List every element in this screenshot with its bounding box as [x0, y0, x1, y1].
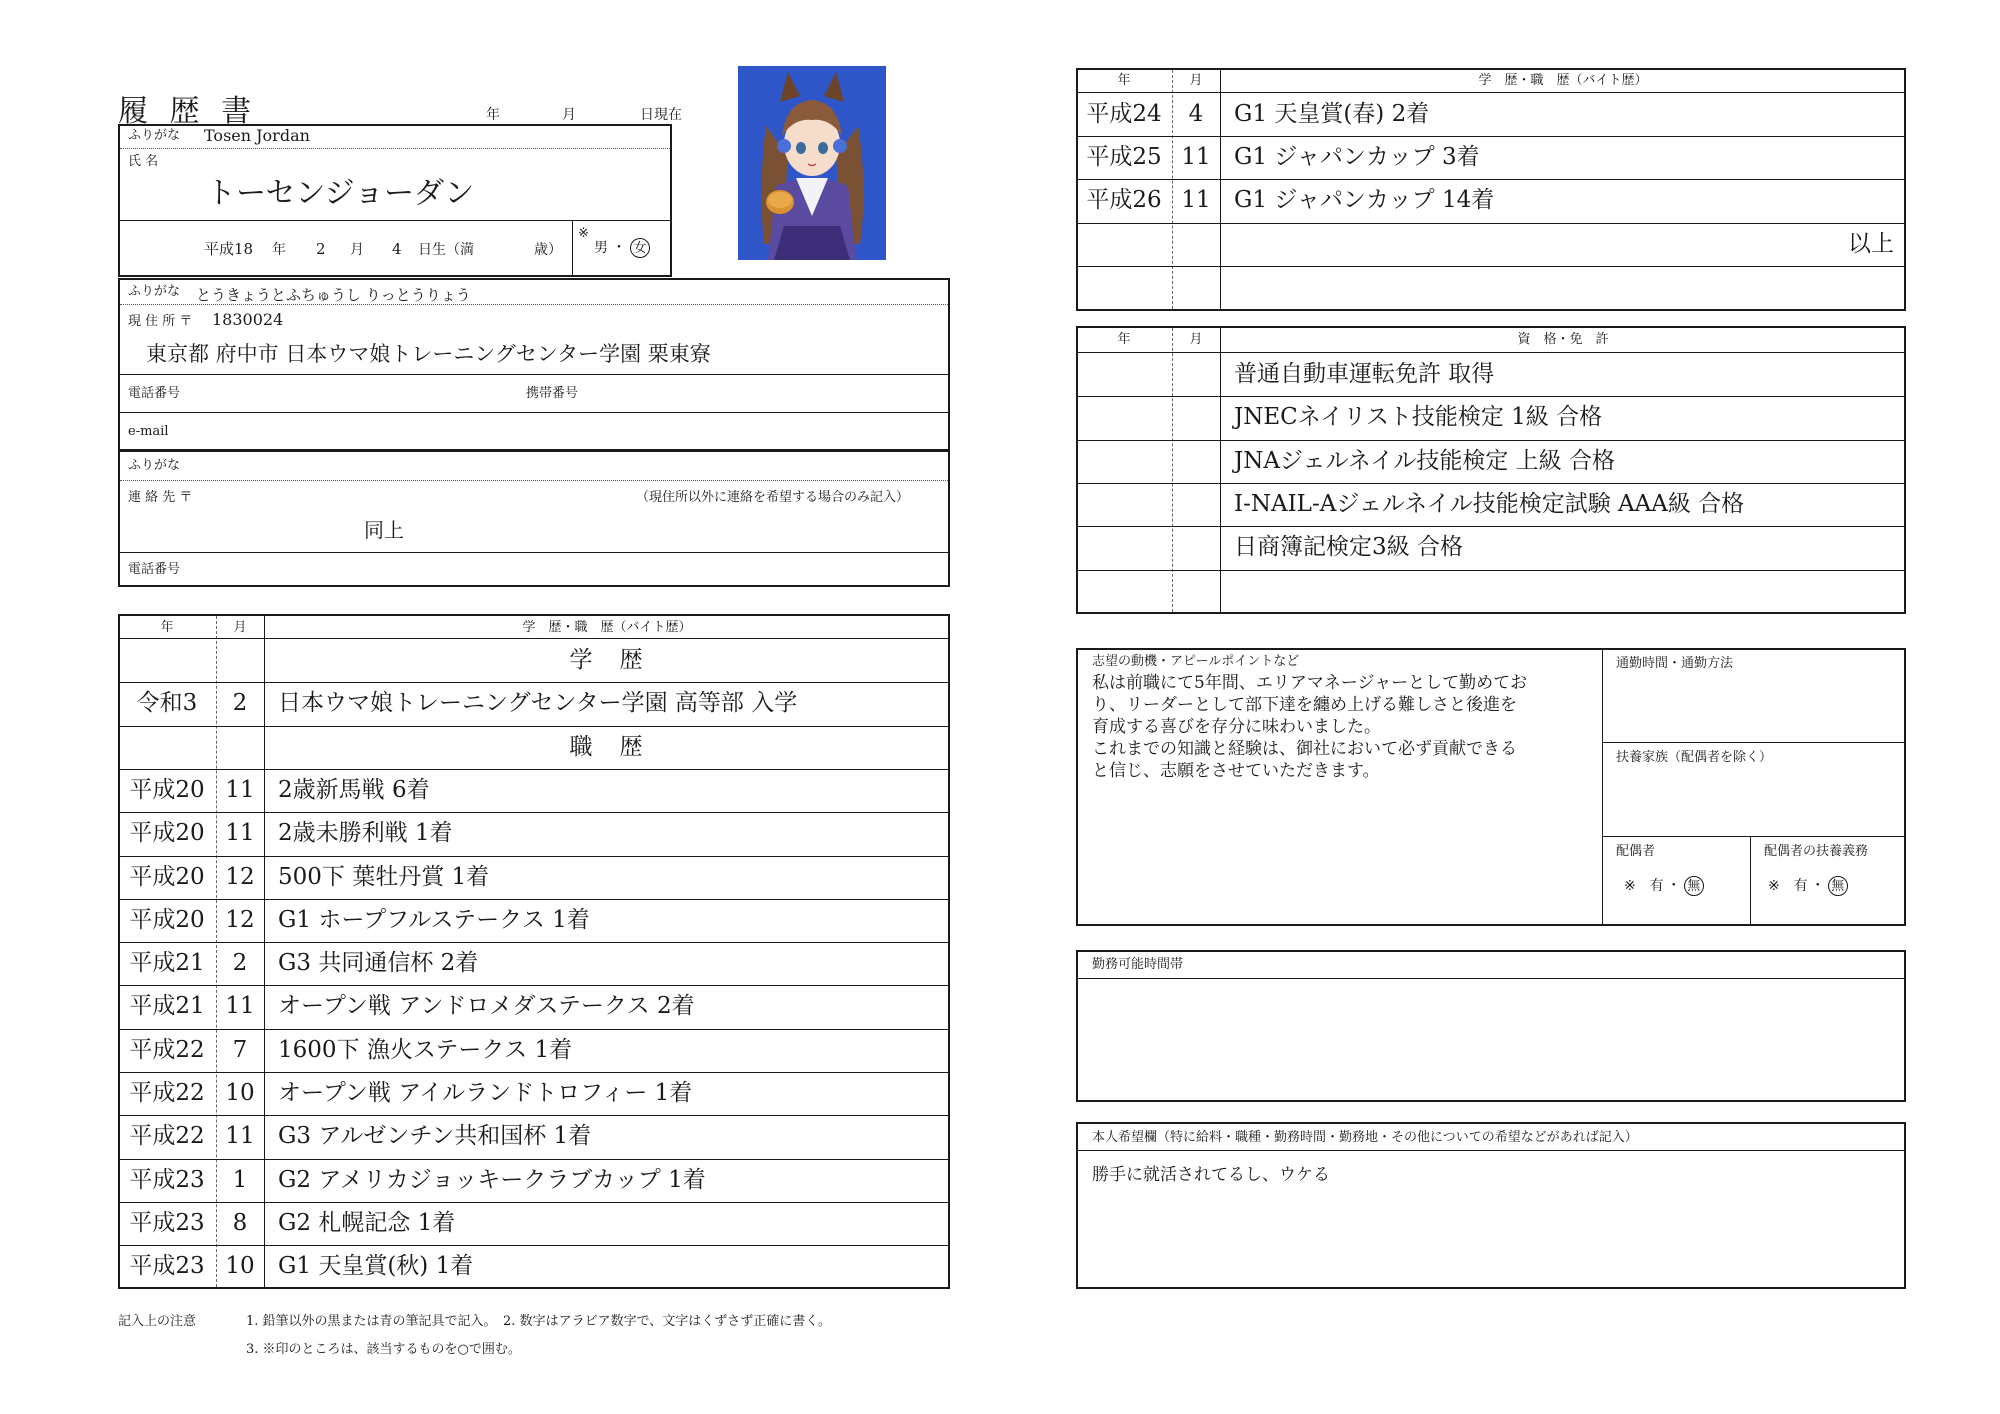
- contact-label: 連 絡 先 〒: [128, 490, 193, 505]
- license-row-text: 普通自動車運転免許 取得: [1234, 361, 1495, 387]
- history-left-row-text: オープン戦 アイルランドトロフィー 1着: [278, 1080, 693, 1106]
- spouse-support-label: 配偶者の扶養義務: [1764, 844, 1869, 859]
- history-left-row-year: 平成23: [129, 1166, 205, 1193]
- contact-box: [118, 450, 950, 587]
- history-left-row-text: 2歳新馬戦 6着: [278, 776, 430, 803]
- license-row-year: [1076, 440, 1172, 483]
- history-left-header-month: 月: [233, 620, 247, 635]
- license-row-year: [1076, 353, 1172, 396]
- history-left-row-text: 2歳未勝利戦 1着: [278, 820, 453, 847]
- date-month-label: 月: [562, 107, 576, 123]
- history-left-row-year: 平成22: [129, 1036, 205, 1063]
- motivation-line: り、リーダーとして部下達を纏め上げる難しさと後進を: [1092, 695, 1517, 715]
- name-label: 氏 名: [128, 154, 159, 169]
- notes-label: 記入上の注意: [118, 1314, 197, 1329]
- history-left-row-year: 平成23: [129, 1209, 205, 1236]
- history-left-row-month: 11: [225, 820, 255, 847]
- history-left-row-text: G1 ホープフルステークス 1着: [278, 906, 590, 933]
- license-row-year: [1076, 526, 1172, 569]
- history-left-row-text: G2 アメリカジョッキークラブカップ 1着: [278, 1166, 706, 1193]
- date-year-label: 年: [486, 107, 500, 123]
- gender-male: 男: [594, 240, 608, 256]
- contact-furigana-label: ふりがな: [128, 458, 181, 473]
- address-furigana: とうきょうとふちゅうし りっとうりょう: [196, 286, 471, 304]
- history-right-row-text: 以上: [1848, 230, 1894, 257]
- history-left-row-year: 平成22: [129, 1123, 205, 1150]
- history-left-row-year: 平成20: [129, 776, 205, 803]
- license-row-month: [1172, 440, 1220, 483]
- history-right-row-text: G1 ジャパンカップ 3着: [1234, 144, 1480, 171]
- history-left-row-month: [216, 726, 264, 769]
- history-left-row-text: オープン戦 アンドロメダステークス 2着: [278, 993, 695, 1020]
- history-right-row-text: G1 天皇賞(春) 2着: [1234, 101, 1430, 127]
- spouse-no-circled: 無: [1684, 876, 1704, 896]
- history-left-row-text: G2 札幌記念 1着: [278, 1209, 456, 1236]
- history-right-header-year: 年: [1117, 73, 1131, 88]
- history-left-row-month: 1: [232, 1166, 248, 1193]
- licenses-header-month: 月: [1189, 332, 1203, 347]
- license-row-year: [1076, 483, 1172, 526]
- history-left-row-year: 平成23: [129, 1253, 205, 1280]
- spouse-support-no-circled: 無: [1828, 876, 1848, 896]
- history-right-row-year: 平成24: [1086, 101, 1162, 127]
- history-left-row-month: 7: [232, 1036, 248, 1063]
- license-row-text: 日商簿記検定3級 合格: [1234, 534, 1463, 561]
- gender-mark: ※: [578, 226, 589, 241]
- history-left-row-text: G1 天皇賞(秋) 1着: [278, 1253, 474, 1280]
- license-row-month: [1172, 570, 1220, 613]
- history-left-row-year: [118, 639, 216, 682]
- history-left-row-text: 職 歴: [569, 733, 645, 760]
- history-left-row-year: 平成21: [129, 950, 205, 977]
- birth-day-label: 日生（満: [418, 242, 474, 258]
- work-hours-label: 勤務可能時間帯: [1092, 957, 1184, 972]
- history-left-row-year: 平成20: [129, 906, 205, 933]
- email-label: e-mail: [128, 424, 169, 439]
- history-right-row-text: G1 ジャパンカップ 14着: [1234, 187, 1495, 214]
- history-left-row-month: [216, 639, 264, 682]
- motivation-text: [1092, 672, 1527, 782]
- history-left-row-month: 2: [232, 690, 248, 717]
- history-left-row-text: 500下 葉牡丹賞 1着: [278, 863, 490, 890]
- history-right-row-month: 4: [1188, 101, 1204, 127]
- notes-line-1: 1. 鉛筆以外の黒または青の筆記具で記入。 2. 数字はアラビア数字で、文字はくずさず正確に書く。: [246, 1314, 832, 1329]
- birth-month: 2: [316, 240, 326, 258]
- history-left-row-month: 8: [232, 1209, 248, 1236]
- license-row-month: [1172, 526, 1220, 569]
- history-left-row-year: [118, 726, 216, 769]
- history-left-header-year: 年: [160, 620, 174, 635]
- license-row-text: I-NAIL-Aジェルネイル技能検定試験 AAA級 合格: [1234, 490, 1745, 517]
- spouse-support-selector: ※ 有 ・ 無: [1768, 876, 1848, 896]
- mobile-label: 携帯番号: [526, 386, 579, 401]
- birth-era-year: 平成18: [204, 240, 254, 258]
- history-right-header-month: 月: [1189, 73, 1203, 88]
- birth-month-label: 月: [350, 242, 364, 258]
- history-left-row-month: 2: [232, 950, 248, 977]
- spouse-label: 配偶者: [1616, 844, 1656, 859]
- phone-label: 電話番号: [128, 386, 181, 401]
- license-row-text: JNAジェルネイル技能検定 上級 合格: [1234, 447, 1615, 474]
- history-left-row-text: 1600下 漁火ステークス 1着: [278, 1036, 573, 1063]
- license-row-month: [1172, 353, 1220, 396]
- birth-age-label: 歳）: [534, 242, 562, 258]
- motivation-line: 育成する喜びを存分に味わいました。: [1092, 717, 1381, 737]
- motivation-line: これまでの知識と経験は、御社において必ず貢献できる: [1092, 739, 1517, 759]
- gender-selector: 男 ・ 女: [594, 238, 650, 258]
- history-left-row-year: 令和3: [136, 690, 198, 717]
- contact-phone-label: 電話番号: [128, 562, 181, 577]
- name-value: トーセンジョーダン: [206, 176, 475, 211]
- gender-female-circled: 女: [630, 238, 650, 258]
- history-left-row-text: G3 アルゼンチン共和国杯 1着: [278, 1123, 592, 1150]
- address-label: 現 住 所 〒: [128, 314, 193, 329]
- history-left-row-text: 日本ウマ娘トレーニングセンター学園 高等部 入学: [278, 690, 798, 717]
- name-furigana-label: ふりがな: [128, 128, 181, 143]
- history-left-row-year: 平成22: [129, 1080, 205, 1106]
- history-left-row-year: 平成20: [129, 820, 205, 847]
- spouse-selector: ※ 有 ・ 無: [1624, 876, 1704, 896]
- history-right-row-month: [1172, 266, 1220, 309]
- history-left-row-month: 12: [225, 906, 255, 933]
- license-row-text: [1220, 570, 1906, 613]
- resume-title: 履 歴 書: [118, 94, 258, 129]
- history-right-row-month: 11: [1181, 144, 1211, 171]
- wishes-value: 勝手に就活されてるし、ウケる: [1092, 1165, 1330, 1185]
- birth-day: 4: [392, 240, 402, 258]
- history-right-row-month: 11: [1181, 187, 1211, 214]
- address-value: 東京都 府中市 日本ウマ娘トレーニングセンター学園 栗東寮: [146, 342, 711, 366]
- motivation-line: と信じ、志願をさせていただきます。: [1092, 761, 1380, 781]
- birth-year-label: 年: [272, 242, 286, 258]
- address-postal: 1830024: [212, 310, 284, 329]
- address-furigana-label: ふりがな: [128, 284, 181, 299]
- history-left-row-text: 学 歴: [569, 647, 645, 673]
- notes-line-2: 3. ※印のところは、該当するものを○で囲む。: [246, 1342, 521, 1357]
- history-right-row-year: 平成26: [1086, 187, 1162, 214]
- name-furigana: Tosen Jordan: [204, 126, 310, 145]
- history-left-row-month: 11: [225, 993, 255, 1020]
- history-left-row-month: 11: [225, 776, 255, 803]
- motivation-line: 私は前職にて5年間、エリアマネージャーとして勤めてお: [1092, 673, 1528, 693]
- contact-value: 同上: [364, 518, 404, 542]
- history-right-row-year: 平成25: [1086, 144, 1162, 171]
- license-row-year: [1076, 570, 1172, 613]
- history-right-header-title: 学 歴・職 歴（バイト歴）: [1478, 73, 1648, 88]
- applicant-photo: [738, 66, 886, 260]
- history-left-header-title: 学 歴・職 歴（バイト歴）: [522, 620, 692, 635]
- wishes-label: 本人希望欄（特に給料・職種・勤務時間・勤務地・その他についての希望などがあれば記入）: [1092, 1130, 1638, 1145]
- dependents-label: 扶養家族（配偶者を除く）: [1616, 750, 1773, 765]
- history-right-row-year: [1076, 266, 1172, 309]
- character-portrait-image: [738, 66, 886, 260]
- history-right-row-month: [1172, 223, 1220, 266]
- history-left-row-month: 12: [225, 863, 255, 890]
- license-row-year: [1076, 396, 1172, 439]
- license-row-month: [1172, 483, 1220, 526]
- wishes-box: [1076, 1122, 1906, 1289]
- license-row-text: JNECネイリスト技能検定 1級 合格: [1234, 404, 1603, 431]
- history-left-row-month: 11: [225, 1123, 255, 1150]
- licenses-header-year: 年: [1117, 332, 1131, 347]
- history-right-row-text: [1220, 266, 1906, 309]
- history-left-row-month: 10: [225, 1080, 255, 1106]
- work-hours-box: [1076, 950, 1906, 1102]
- date-day-label: 日現在: [640, 107, 682, 123]
- licenses-header-title: 資 格・免 許: [1517, 332, 1609, 347]
- license-row-month: [1172, 396, 1220, 439]
- history-left-row-text: G3 共同通信杯 2着: [278, 950, 479, 977]
- commute-label: 通勤時間・通勤方法: [1616, 656, 1734, 671]
- motivation-label: 志望の動機・アピールポイントなど: [1092, 654, 1300, 669]
- contact-note: （現住所以外に連絡を希望する場合のみ記入）: [636, 490, 910, 505]
- history-left-row-month: 10: [225, 1253, 255, 1280]
- history-right-row-year: [1076, 223, 1172, 266]
- history-left-row-year: 平成21: [129, 993, 205, 1020]
- history-left-row-year: 平成20: [129, 863, 205, 890]
